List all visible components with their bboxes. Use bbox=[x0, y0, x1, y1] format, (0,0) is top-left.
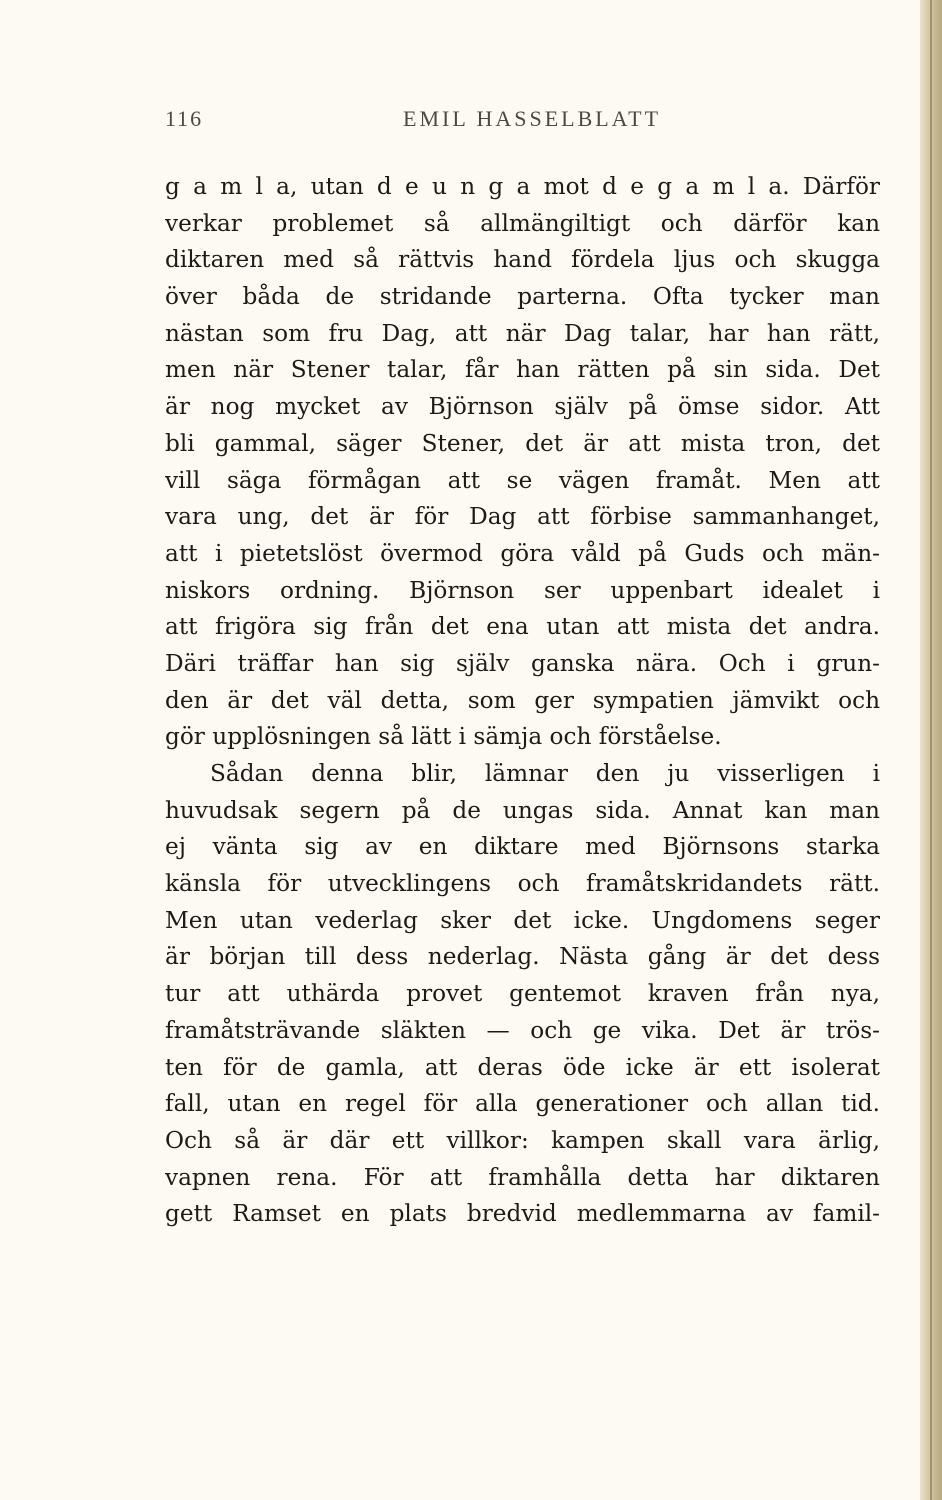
page-edge-line bbox=[930, 0, 932, 1500]
text-line: tur att uthärda provet gentemot kraven från nya, bbox=[165, 980, 880, 1008]
text-line: vill säga förmågan att se vägen framåt. Men att bbox=[165, 466, 880, 494]
body-text bbox=[165, 169, 880, 1233]
running-head bbox=[165, 106, 876, 136]
text-line: g a m l a, utan d e u n g a mot d e g a m l a. Därför bbox=[165, 173, 880, 200]
text-line: gett Ramset en plats bredvid medlemmarna av famil- bbox=[165, 1200, 880, 1228]
text-line: vara ung, det är för Dag att förbise sammanhanget, bbox=[165, 503, 880, 531]
text-line: Sådan denna blir, lämnar den ju visserligen i bbox=[210, 760, 880, 787]
text-line: Och så är där ett villkor: kampen skall vara ärlig, bbox=[165, 1126, 880, 1154]
text-line: nästan som fru Dag, att när Dag talar, har han rätt, bbox=[165, 319, 880, 347]
text-line: huvudsak segern på de ungas sida. Annat kan man bbox=[165, 796, 880, 824]
text-line: ej vänta sig av en diktare med Björnsons starka bbox=[165, 833, 880, 861]
text-line: Men utan vederlag sker det icke. Ungdomens seger bbox=[165, 906, 880, 934]
text-line: framåtsträvande släkten — och ge vika. Det är trös- bbox=[165, 1016, 880, 1044]
text-line: är början till dess nederlag. Nästa gång är det dess bbox=[165, 943, 880, 971]
text-line: att i pietetslöst övermod göra våld på Guds och män- bbox=[165, 539, 880, 567]
text-line: niskors ordning. Björnson ser uppenbart idealet i bbox=[165, 576, 880, 604]
text-line: vapnen rena. För att framhålla detta har diktaren bbox=[165, 1163, 880, 1191]
text-line: Däri träffar han sig själv ganska nära. Och i grun- bbox=[165, 649, 880, 677]
text-line: fall, utan en regel för alla generationer och allan tid. bbox=[165, 1090, 880, 1118]
text-line: att frigöra sig från det ena utan att mista det andra. bbox=[165, 613, 880, 641]
text-line: diktaren med så rättvis hand fördela ljus och skugga bbox=[165, 246, 880, 274]
text-line: ten för de gamla, att deras öde icke är ett isolerat bbox=[165, 1053, 880, 1081]
page-header-title: EMIL HASSELBLATT bbox=[403, 106, 662, 131]
page-number: 116 bbox=[165, 106, 204, 131]
text-line: men när Stener talar, får han rätten på sin sida. Det bbox=[165, 356, 880, 384]
text-line: över båda de stridande parterna. Ofta tycker man bbox=[165, 283, 880, 311]
text-line: den är det väl detta, som ger sympatien jämvikt och bbox=[165, 686, 880, 714]
text-line: verkar problemet så allmängiltigt och därför kan bbox=[165, 209, 880, 237]
text-line: gör upplösningen så lätt i sämja och förståelse. bbox=[165, 723, 722, 751]
text-line: bli gammal, säger Stener, det är att mista tron, det bbox=[165, 429, 880, 457]
text-line: känsla för utvecklingens och framåtskridandets rätt. bbox=[165, 870, 880, 898]
text-line: är nog mycket av Björnson själv på ömse sidor. Att bbox=[165, 393, 880, 421]
